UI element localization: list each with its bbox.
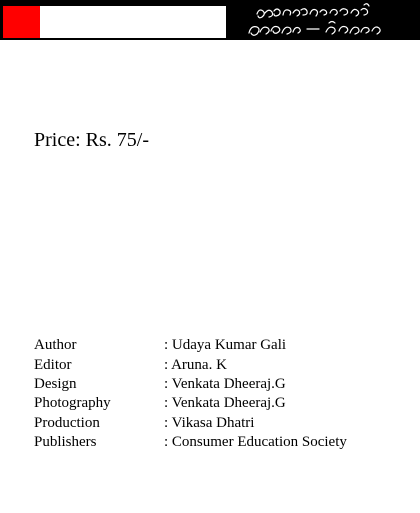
credit-role: Publishers bbox=[34, 434, 97, 451]
credit-name: : Udaya Kumar Gali bbox=[164, 337, 287, 354]
white-title-box bbox=[40, 6, 226, 38]
red-color-block bbox=[3, 6, 40, 38]
credit-row bbox=[34, 394, 347, 413]
header-band bbox=[0, 0, 420, 40]
credit-role: Editor bbox=[34, 356, 72, 373]
credit-row bbox=[34, 414, 347, 433]
credit-name: : Consumer Education Society bbox=[164, 434, 347, 451]
telugu-logo-lettering bbox=[243, 1, 393, 39]
credit-name: : Venkata Dheeraj.G bbox=[164, 375, 286, 392]
credits-table bbox=[34, 336, 347, 452]
credit-row bbox=[34, 336, 347, 355]
credit-row bbox=[34, 375, 347, 394]
credit-row bbox=[34, 355, 347, 374]
credit-row bbox=[34, 433, 347, 452]
price-label: Price: Rs. 75/- bbox=[34, 129, 149, 151]
credit-role: Photography bbox=[34, 395, 111, 412]
credit-name: : Vikasa Dhatri bbox=[164, 414, 255, 431]
credit-name: : Venkata Dheeraj.G bbox=[164, 395, 286, 412]
credit-role: Design bbox=[34, 375, 77, 392]
credit-role: Author bbox=[34, 337, 77, 354]
credit-role: Production bbox=[34, 414, 100, 431]
credit-name: : Aruna. K bbox=[164, 356, 227, 373]
